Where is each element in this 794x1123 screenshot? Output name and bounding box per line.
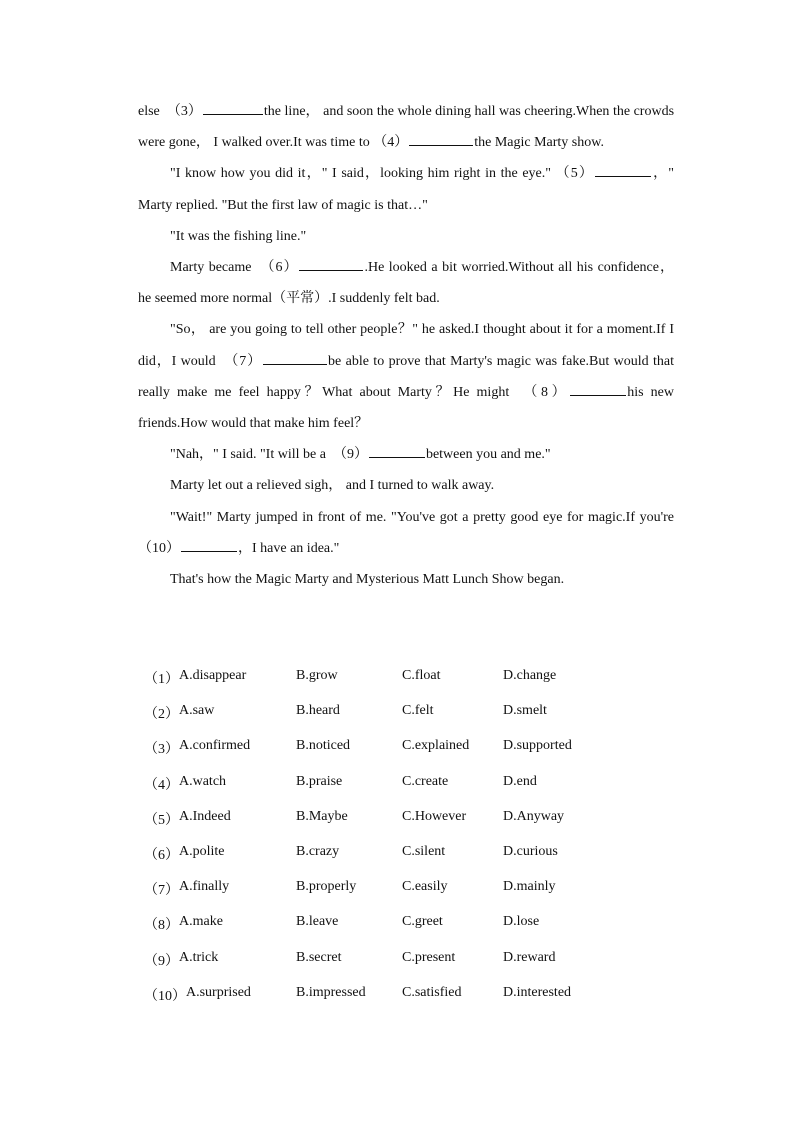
option-a: A.make <box>179 914 223 930</box>
option-row <box>138 906 658 941</box>
text: be able to prove that Marty's magic was fake.But would that really make me feel happy？What about Marty？He might （8） <box>138 353 675 400</box>
option-row <box>138 766 658 801</box>
option-a: A.surprised <box>186 984 251 1000</box>
answer-blank-9 <box>369 443 425 458</box>
option-b: B.Maybe <box>296 808 348 824</box>
option-c: C.create <box>402 773 449 789</box>
option-a: A.finally <box>179 879 230 895</box>
option-c: C.greet <box>402 914 443 930</box>
option-c: C.explained <box>402 738 470 754</box>
option-d: D.smelt <box>503 703 547 719</box>
option-a: A.trick <box>179 949 219 965</box>
option-a: A.saw <box>179 703 215 719</box>
option-b: B.grow <box>296 668 338 683</box>
option-b: B.crazy <box>296 843 340 859</box>
paragraph-3: "It was the fishing line." <box>170 228 307 244</box>
reading-passage <box>138 96 688 595</box>
option-c: C.silent <box>402 843 446 859</box>
answer-blank-4 <box>409 131 473 146</box>
option-row <box>138 942 658 977</box>
option-c: C.float <box>402 668 441 683</box>
answer-blank-3 <box>203 100 263 115</box>
answer-blank-5 <box>595 162 651 177</box>
option-d: D.reward <box>503 949 556 965</box>
answer-blank-10 <box>181 537 237 552</box>
option-c: C.present <box>402 949 456 965</box>
question-number: （1） <box>144 672 179 687</box>
text: "Nah，" I said. "It will be a （9） <box>170 447 368 463</box>
option-b: B.praise <box>296 773 343 789</box>
text: between you and me." <box>425 447 551 463</box>
paragraph-6 <box>138 439 674 470</box>
option-row <box>138 695 658 730</box>
option-a: A.Indeed <box>179 808 231 824</box>
option-a: A.confirmed <box>179 738 251 754</box>
option-a: A.disappear <box>179 668 247 683</box>
text: the line， and soon the whole dining hall was cheering.When the crowds were gone， I walked over.It was time to （4） <box>138 104 675 151</box>
option-c: C.felt <box>402 703 434 719</box>
question-number: （7） <box>144 883 179 899</box>
text: his new friends.How would that make him feel？ <box>138 384 674 432</box>
text: else （3） <box>138 104 202 119</box>
option-a: A.watch <box>179 773 227 789</box>
question-number: （8） <box>144 918 179 934</box>
text: "Wait!" Marty jumped in front of me. "You've got a pretty good eye for magic.If you're （10） <box>138 509 688 556</box>
paragraph-9: That's how the Magic Marty and Mysterious Matt Lunch Show began. <box>170 572 565 588</box>
option-b: B.impressed <box>296 984 366 1000</box>
option-d: D.curious <box>503 843 558 859</box>
option-d: D.interested <box>503 984 572 1000</box>
paragraph-7: Marty let out a relieved sigh， and I turned to walk away. <box>170 478 495 494</box>
text: .He looked a bit worried.Without all his confidence， he seemed more normal（平常）.I suddenly felt bad. <box>138 260 674 307</box>
answer-blank-8 <box>570 381 626 396</box>
option-d: D.lose <box>503 914 540 930</box>
question-number: （6） <box>144 847 179 863</box>
option-row <box>138 660 658 695</box>
text: "So， are you going to tell other people？" he asked.I thought about it for a moment.If I did，I would （7） <box>138 322 674 369</box>
question-number: （2） <box>144 707 179 723</box>
paragraph-8 <box>138 502 688 564</box>
option-c: C.easily <box>402 879 448 895</box>
option-d: D.supported <box>503 738 572 754</box>
text: the Magic Marty show. <box>474 135 604 151</box>
answer-blank-7 <box>263 350 327 365</box>
question-number: （9） <box>144 953 179 969</box>
text: Marty became （6） <box>170 260 299 276</box>
option-b: B.heard <box>296 703 340 719</box>
text: "I know how you did it，" I said，looking him right in the eye." （5） <box>170 166 595 182</box>
option-a: A.polite <box>179 843 225 859</box>
option-d: D.change <box>503 668 557 683</box>
paragraph-2 <box>138 158 674 220</box>
question-number: （10） <box>144 988 186 1004</box>
answer-options <box>138 660 658 1012</box>
option-d: D.end <box>503 773 537 789</box>
paragraph-4 <box>138 252 674 314</box>
option-row <box>138 871 658 906</box>
text: ，I have an idea." <box>238 540 340 556</box>
option-row <box>138 801 658 836</box>
question-number: （3） <box>144 742 179 758</box>
option-b: B.leave <box>296 914 339 930</box>
option-row <box>138 977 658 1012</box>
paragraph-1 <box>138 96 674 158</box>
question-number: （4） <box>144 777 179 793</box>
option-d: D.Anyway <box>503 808 565 824</box>
answer-blank-6 <box>299 256 363 271</box>
question-number: （5） <box>144 812 179 828</box>
option-c: C.However <box>402 808 467 824</box>
option-row <box>138 730 658 765</box>
text: ，" Marty replied. "But the first law of magic is that…" <box>138 166 674 213</box>
option-d: D.mainly <box>503 879 556 895</box>
option-b: B.properly <box>296 879 357 895</box>
option-b: B.secret <box>296 949 342 965</box>
option-c: C.satisfied <box>402 984 462 1000</box>
paragraph-5 <box>138 314 674 439</box>
option-b: B.noticed <box>296 738 351 754</box>
option-row <box>138 836 658 871</box>
